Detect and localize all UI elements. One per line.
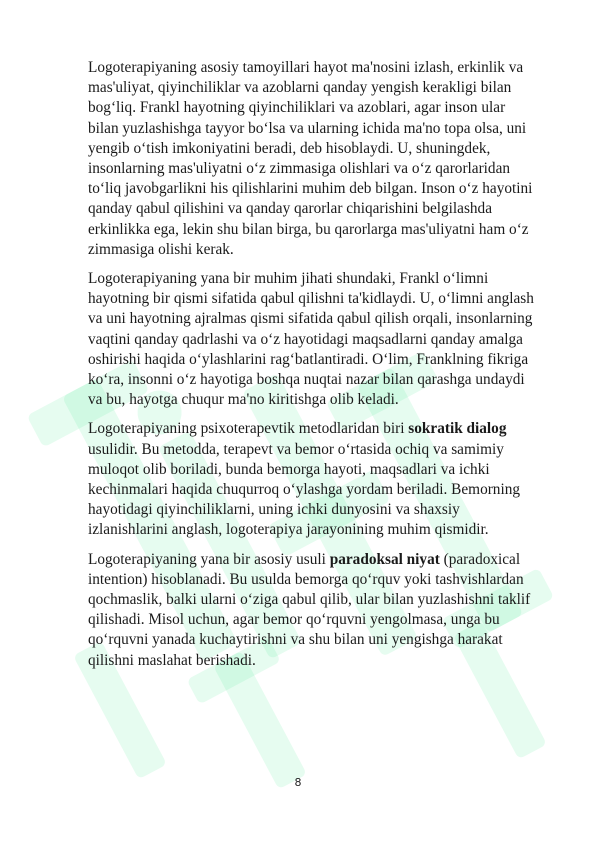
paragraph-1: Logoterapiyaning asosiy tamoyillari hayot ma'nosini izlash, erkinlik va mas'uliyat, qiyinchiliklar va azoblarni qanday yengish kerakligi bilan bog‘liq. Frankl hayotning qiyinchiliklari va azoblari, agar inson ular bilan yuzlashishga tayyor bo‘lsa va ularning ichida ma'no topa olsa, uni yengib o‘tish imkoniyatini beradi, deb hisoblaydi. U, shuningdek, insonlarning mas'uliyatni o‘z zimmasiga olishlari va o‘z qarorlaridan to‘liq javobgarlikni his qilishlarini muhim deb bilgan. Inson o‘z hayotini qanday qabul qilishini va qanday qarorlar chiqarishini belgilashda erkinlikka ega, lekin shu bilan birga, bu qarorlarga mas'uliyatni ham o‘z zimmasiga olishi kerak.	[88, 59, 533, 258]
page-number: 8	[294, 776, 302, 789]
paragraph-4-end: (paradoxical intention) hisoblanadi. Bu usulda bemorga qo‘rquv yoki tashvishlardan qochmaslik, balki ularni o‘ziga qabul qilib, ular bilan yuzlashishni taklif qilishadi. Misol uchun, agar bemor qo‘rquvni yengolmasa, unga bu qo‘rquvni yanada kuchaytirishni va shu bilan uni yengishga harakat qilishni maslahat berishadi.	[88, 550, 531, 669]
paragraph-3-start: Logoterapiyaning psixoterapevtik metodlaridan biri	[88, 420, 409, 438]
paragraph-3	[88, 419, 535, 540]
term-paradoksal-niyat: paradoksal niyat	[329, 550, 440, 568]
paragraph-4	[88, 550, 535, 671]
paragraph-4-start: Logoterapiyaning yana bir asosiy usuli	[88, 550, 330, 568]
paragraph-3-end: usulidir. Bu metodda, terapevt va bemor o‘rtasida ochiq va samimiy muloqot olib boriladi, bunda bemorga hayoti, maqsadlari va ichki kechinmalari haqida chuqurroq o‘ylashga yordam beriladi. Bemorning hayotidagi qiyinchiliklarni, uning ichki dunyosini va shaxsiy izlanishlarini anglash, logoterapiya jarayonining muhim qismidir.	[88, 440, 521, 539]
paragraph-2: Logoterapiyaning yana bir muhim jihati shundaki, Frankl o‘limni hayotning bir qismi sifatida qabul qilishni ta'kidlaydi. U, o‘limni anglash va uni hayotning ajralmas qismi sifatida qabul qilish orqali, insonlarning vaqtini qanday qadrlashi va o‘z hayotidagi maqsadlarni qanday amalga oshirishi haqida o‘ylashlarini rag‘batlantiradi. O‘lim, Franklning fikriga ko‘ra, insonni o‘z hayotiga boshqa nuqtai nazar bilan qarashga undaydi va bu, hayotga chuqur ma'no kiritishga olib keladi.	[88, 270, 534, 409]
term-sokratik-dialog: sokratik dialog	[408, 420, 507, 438]
body-text	[88, 58, 535, 680]
